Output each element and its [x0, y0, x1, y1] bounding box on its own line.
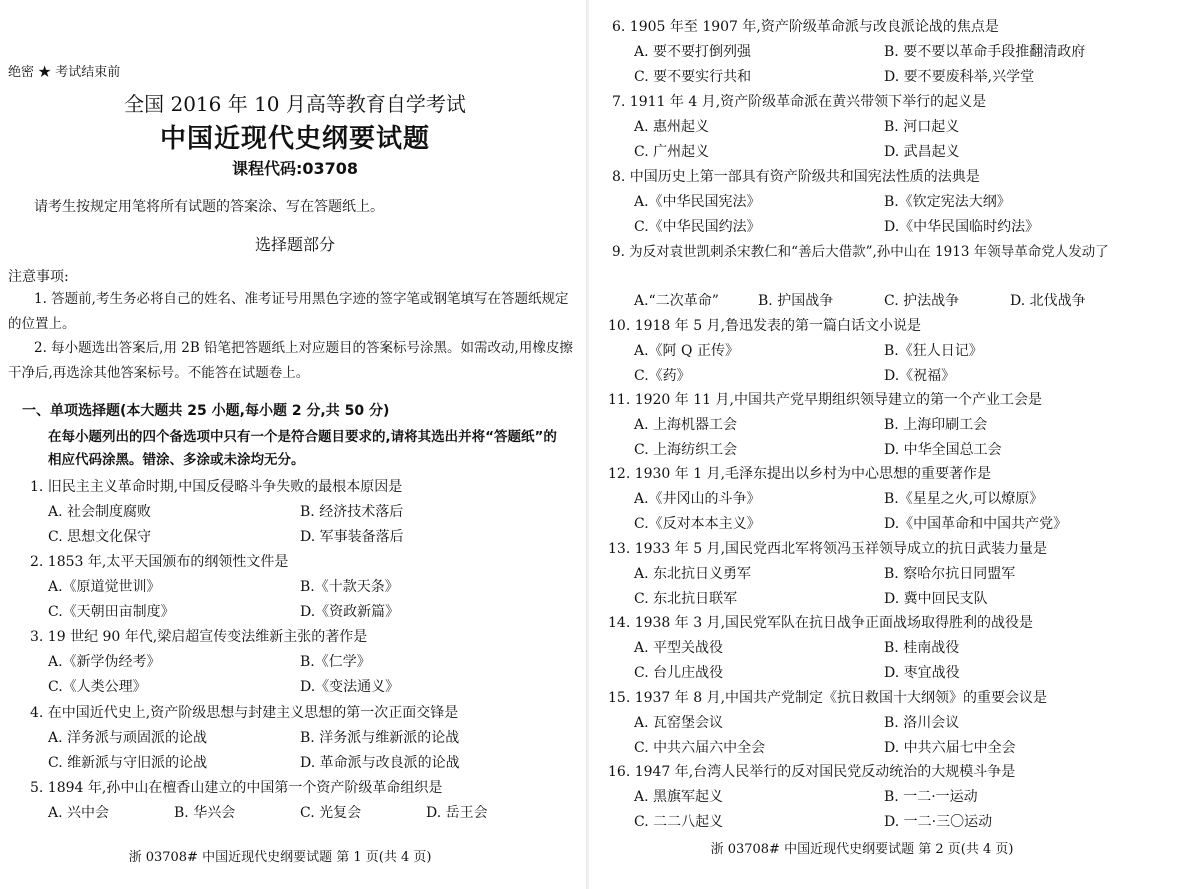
secret-label: 绝密 ★ 考试结束前 — [8, 65, 121, 80]
option-a: A. 洋务派与顽固派的论战 — [48, 730, 208, 746]
option-b: B. 要不要以革命手段推翻清政府 — [884, 44, 1086, 60]
option-c: C. 要不要实行共和 — [634, 69, 752, 85]
option-a: A.《阿 Q 正传》 — [634, 343, 739, 359]
question-stem: 8. 中国历史上第一部具有资产阶级共和国宪法性质的法典是 — [612, 169, 980, 185]
option-d: D. 武昌起义 — [884, 144, 960, 160]
option-b: B. 华兴会 — [174, 805, 236, 821]
option-b: B.《仁学》 — [300, 654, 371, 670]
option-d: D.《中国革命和中国共产党》 — [884, 516, 1068, 532]
option-b: B. 经济技术落后 — [300, 504, 404, 520]
notes-heading: 注意事项: — [8, 269, 69, 285]
page-footer: 浙 03708# 中国近现代史纲要试题 第 2 页(共 4 页) — [710, 842, 1014, 857]
page-1 — [0, 0, 590, 889]
section-instruction: 在每小题列出的四个备选项中只有一个是符合题目要求的,请将其选出并将“答题纸”的相应代码涂黑。错涂、多涂或未涂均无分。 — [48, 429, 557, 468]
section-title: 一、单项选择题(本大题共 25 小题,每小题 2 分,共 50 分) — [22, 403, 390, 419]
option-b: B. 洋务派与维新派的论战 — [300, 730, 460, 746]
question-stem: 10. 1918 年 5 月,鲁迅发表的第一篇白话文小说是 — [608, 318, 922, 334]
option-c: C.《天朝田亩制度》 — [48, 604, 175, 620]
option-a: A.《新学伪经考》 — [48, 654, 161, 670]
option-d: D. 岳王会 — [426, 805, 488, 821]
question-stem: 15. 1937 年 8 月,中国共产党制定《抗日救国十大纲领》的重要会议是 — [608, 690, 1048, 706]
option-b: B. 河口起义 — [884, 119, 960, 135]
page-2 — [590, 0, 1185, 889]
option-a: A.“二次革命” — [634, 293, 719, 309]
option-d: D.《祝福》 — [884, 368, 956, 384]
option-a: A. 平型关战役 — [634, 640, 724, 656]
exam-title: 全国 2016 年 10 月高等教育自学考试 — [124, 92, 466, 116]
option-b: B. 上海印刷工会 — [884, 417, 988, 433]
option-c: C. 光复会 — [300, 805, 362, 821]
question-stem: 1. 旧民主主义革命时期,中国反侵略斗争失败的最根本原因是 — [30, 479, 403, 495]
question-stem: 13. 1933 年 5 月,国民党西北军将领冯玉祥领导成立的抗日武装力量是 — [608, 541, 1048, 557]
option-d: D.《变法通义》 — [300, 679, 400, 695]
subject-title: 中国近现代史纲要试题 — [159, 124, 431, 154]
option-a: A. 上海机器工会 — [634, 417, 738, 433]
part-title: 选择题部分 — [254, 235, 336, 254]
option-a: A. 惠州起义 — [634, 119, 710, 135]
option-c: C.《中华民国约法》 — [634, 219, 761, 235]
option-c: C. 护法战争 — [884, 293, 960, 309]
option-a: A. 东北抗日义勇军 — [634, 566, 752, 582]
option-c: C. 思想文化保守 — [48, 529, 152, 545]
option-a: A. 瓦窑堡会议 — [634, 715, 724, 731]
option-a: A. 黑旗军起义 — [634, 789, 724, 805]
option-d: D. 中共六届七中全会 — [884, 740, 1016, 756]
general-instruction: 请考生按规定用笔将所有试题的答案涂、写在答题纸上。 — [34, 199, 384, 215]
option-d: D. 一二·三〇运动 — [884, 814, 993, 830]
question-stem: 3. 19 世纪 90 年代,梁启超宣传变法维新主张的著作是 — [30, 629, 368, 645]
option-d: D. 中华全国总工会 — [884, 442, 1002, 458]
option-c: C.《反对本本主义》 — [634, 516, 761, 532]
option-d: D. 要不要废科举,兴学堂 — [884, 69, 1035, 85]
option-d: D. 冀中回民支队 — [884, 591, 988, 607]
question-stem: 9. 为反对袁世凯刺杀宋教仁和“善后大借款”,孙中山在 1913 年领导革命党人发动了 — [612, 244, 1109, 260]
question-stem: 4. 在中国近代史上,资产阶级思想与封建主义思想的第一次正面交锋是 — [30, 705, 459, 721]
question-stem: 7. 1911 年 4 月,资产阶级革命派在黄兴带领下举行的起义是 — [612, 94, 987, 110]
option-b: B. 桂南战役 — [884, 640, 960, 656]
option-b: B.《钦定宪法大纲》 — [884, 194, 1011, 210]
option-c: C. 中共六届六中全会 — [634, 740, 766, 756]
option-b: B. 察哈尔抗日同盟军 — [884, 566, 1016, 582]
question-stem: 14. 1938 年 3 月,国民党军队在抗日战争正面战场取得胜利的战役是 — [608, 615, 1034, 631]
option-c: C. 二二八起义 — [634, 814, 724, 830]
option-c: C. 上海纺织工会 — [634, 442, 738, 458]
option-d: D.《中华民国临时约法》 — [884, 219, 1040, 235]
option-a: A.《井冈山的斗争》 — [634, 491, 761, 507]
note-2: 2. 每小题选出答案后,用 2B 铅笔把答题纸上对应题目的答案标号涂黑。如需改动,用橡皮擦干净后,再选涂其他答案标号。不能答在试题卷上。 — [8, 340, 573, 381]
option-d: D. 革命派与改良派的论战 — [300, 755, 460, 771]
question-stem: 11. 1920 年 11 月,中国共产党早期组织领导建立的第一个产业工会是 — [608, 392, 1042, 408]
option-a: A. 兴中会 — [48, 805, 110, 821]
option-c: C.《人类公理》 — [48, 679, 147, 695]
question-stem: 2. 1853 年,太平天国颁布的纲领性文件是 — [30, 554, 289, 570]
page-gutter — [586, 0, 589, 889]
option-d: D. 军事装备落后 — [300, 529, 404, 545]
question-stem: 12. 1930 年 1 月,毛泽东提出以乡村为中心思想的重要著作是 — [608, 466, 992, 482]
option-d: D.《资政新篇》 — [300, 604, 400, 620]
option-c: C. 广州起义 — [634, 144, 710, 160]
option-c: C. 维新派与守旧派的论战 — [48, 755, 208, 771]
option-a: A. 社会制度腐败 — [48, 504, 152, 520]
option-c: C.《药》 — [634, 368, 691, 384]
option-b: B. 护国战争 — [758, 293, 834, 309]
option-b: B.《十款天条》 — [300, 579, 399, 595]
question-stem: 5. 1894 年,孙中山在檀香山建立的中国第一个资产阶级革命组织是 — [30, 780, 443, 796]
option-b: B. 洛川会议 — [884, 715, 960, 731]
option-b: B.《星星之火,可以燎原》 — [884, 491, 1044, 507]
option-c: C. 东北抗日联军 — [634, 591, 738, 607]
option-c: C. 台儿庄战役 — [634, 665, 724, 681]
page-footer: 浙 03708# 中国近现代史纲要试题 第 1 页(共 4 页) — [128, 850, 432, 865]
option-b: B.《狂人日记》 — [884, 343, 983, 359]
option-a: A.《原道觉世训》 — [48, 579, 161, 595]
option-d: D. 枣宜战役 — [884, 665, 960, 681]
course-code: 课程代码:03708 — [231, 159, 359, 178]
option-b: B. 一二·一运动 — [884, 789, 978, 805]
note-1: 1. 答题前,考生务必将自己的姓名、准考证号用黑色字迹的签字笔或钢笔填写在答题纸规定的位置上。 — [8, 291, 569, 332]
question-stem: 16. 1947 年,台湾人民举行的反对国民党反动统治的大规模斗争是 — [608, 764, 1016, 780]
question-stem: 6. 1905 年至 1907 年,资产阶级革命派与改良派论战的焦点是 — [612, 19, 999, 35]
option-d: D. 北伐战争 — [1010, 293, 1086, 309]
option-a: A. 要不要打倒列强 — [634, 44, 752, 60]
option-a: A.《中华民国宪法》 — [634, 194, 761, 210]
